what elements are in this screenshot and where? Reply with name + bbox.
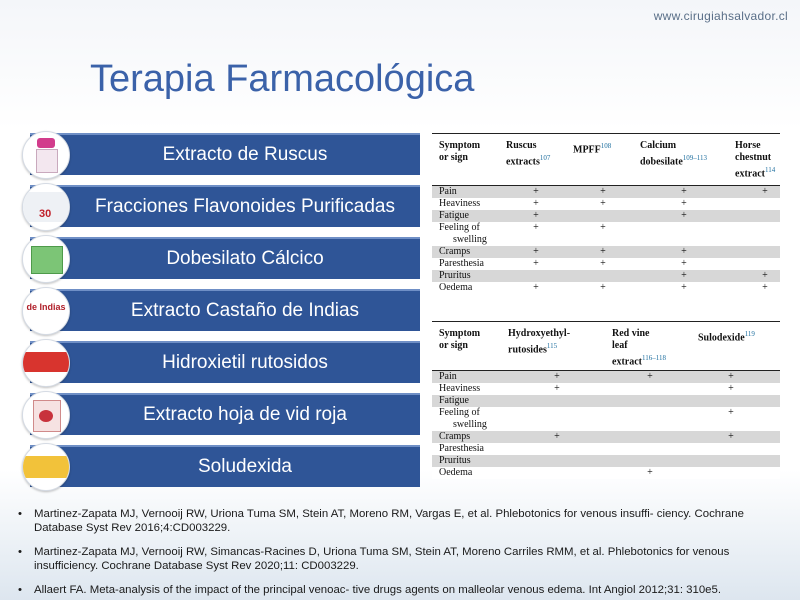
treatment-label: Soludexida xyxy=(197,456,293,477)
treatment-bar-castano xyxy=(30,289,420,331)
drug-package-icon xyxy=(22,391,70,439)
slide-title: Terapia Farmacológica xyxy=(90,58,475,100)
drug-package-icon xyxy=(22,339,70,387)
treatment-bar-soludexida xyxy=(30,445,420,487)
table-header xyxy=(432,134,780,186)
references-list xyxy=(18,507,788,607)
table-header xyxy=(432,322,780,371)
table-row: Heaviness + + xyxy=(439,383,734,394)
treatment-label: Dobesilato Cálcico xyxy=(166,248,324,269)
table-row: Feeling of swelling + xyxy=(439,407,734,430)
table-row: Pain + + + xyxy=(432,371,780,383)
bullet-icon: • xyxy=(18,546,22,558)
table-body xyxy=(432,186,780,294)
reference-item: • Martinez-Zapata MJ, Vernooij RW, Simancas-Racines D, Uriona Tuma SM, Stein AT, Moreno Carriles RMM, et al. Phlebotonics for venous insufficiency. Cochrane Database Syst Rev 2020;11: CD003229. xyxy=(18,546,730,572)
drug-package-icon xyxy=(22,287,70,335)
table-row: Heaviness + + + xyxy=(439,198,687,209)
table-row: Cramps + + + xyxy=(432,246,780,258)
treatment-bar-vid-roja xyxy=(30,393,420,435)
table-row: Paresthesia xyxy=(439,443,484,454)
header-symptom: Symptom or sign xyxy=(439,328,481,351)
treatment-bar-hidroxietil xyxy=(30,341,420,383)
table-row: Pruritus xyxy=(432,455,780,467)
table-body xyxy=(432,371,780,479)
treatment-bar-flavonoides xyxy=(30,185,420,227)
table-row: Fatigue + + xyxy=(432,210,780,222)
treatment-bar-dobesilato xyxy=(30,237,420,279)
reference-item: • Allaert FA. Meta-analysis of the impact of the principal venoac- tive drugs agents on malleolar venous edema. Int Angiol 2012;31: 310e5. xyxy=(18,584,722,596)
drug-package-icon xyxy=(22,443,70,491)
header-hydroxyethyl: Hydroxyethyl- rutosides$^{115}$ xyxy=(508,328,571,356)
bullet-icon: • xyxy=(18,584,22,596)
table-row: Pain + + + + xyxy=(432,186,780,198)
treatment-label: Extracto Castaño de Indias xyxy=(130,300,360,321)
header-mpff: MPFF$^{108}$ xyxy=(573,142,612,156)
table-row: Oedema + + + + xyxy=(439,282,768,293)
treatment-label: Extracto hoja de vid roja xyxy=(143,404,347,425)
header-red-vine: Red vine leaf extract$^{116-118}$ xyxy=(612,328,666,368)
header-sulodexide: Sulodexide$^{119}$ xyxy=(698,330,755,344)
site-url: www.cirugiahsalvador.cl xyxy=(653,9,788,23)
reference-item: • Martinez-Zapata MJ, Vernooij RW, Uriona Tuma SM, Stein AT, Moreno RM, Vargas E, et al. Phlebotonics for venous insuffi- ciency. Cochrane Database Syst Rev 2016;4:CD003229. xyxy=(18,508,744,534)
table-row: Paresthesia + + + xyxy=(439,258,687,269)
header-symptom: Symptom or sign xyxy=(439,140,481,163)
package-number: 30 xyxy=(39,208,52,220)
symptom-table-1 xyxy=(432,133,780,294)
bullet-icon: • xyxy=(18,508,22,520)
table-row: Feeling of swelling + + xyxy=(439,222,606,245)
drug-package-icon xyxy=(22,131,70,179)
treatment-label: Extracto de Ruscus xyxy=(162,144,328,165)
drug-package-icon xyxy=(22,183,70,231)
header-horse: Horse chestnut extract$^{114}$ xyxy=(735,140,776,180)
drug-package-icon xyxy=(22,235,70,283)
header-calcium: Calcium dobesilate$^{109-113}$ xyxy=(640,140,708,168)
treatment-bar-ruscus xyxy=(30,133,420,175)
treatment-label: Fracciones Flavonoides Purificadas xyxy=(95,196,395,217)
table-row: Cramps + + xyxy=(432,431,780,443)
symptom-table-2 xyxy=(432,321,780,479)
table-row: Oedema + xyxy=(439,467,653,478)
table-row: Pruritus + + xyxy=(432,270,780,282)
treatment-label: Hidroxietil rutosidos xyxy=(162,352,328,373)
table-row: Fatigue xyxy=(432,395,780,407)
header-ruscus: Ruscus extracts$^{107}$ xyxy=(506,140,551,168)
package-text: de Indias xyxy=(26,302,66,312)
